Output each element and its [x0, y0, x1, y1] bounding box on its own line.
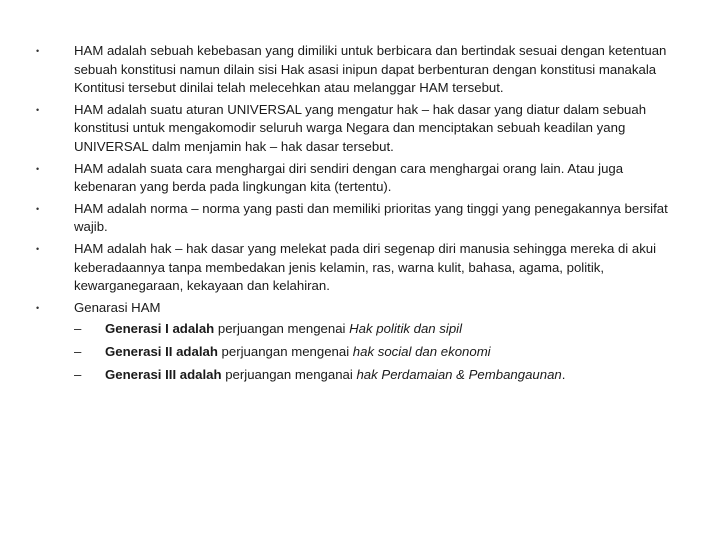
bullet-item: [36, 101, 686, 157]
generasi-bold: Generasi III adalah: [105, 366, 226, 382]
generasi-italic: Hak politik dan sipil: [349, 321, 463, 337]
generasi-item: [74, 320, 686, 339]
generasi-italic: hak Perdamaian & Pembangaunan: [356, 366, 562, 382]
bullet-dot-icon: •: [36, 302, 40, 313]
generasi-item: [74, 343, 686, 362]
bullet-text: HAM adalah sebuah kebebasan yang dimiliki untuk berbicara dan bertindak sesuai dengan ketentuan sebuah konstitusi namun dilain sisi Hak asasi inipun dapat berbenturan dengan konstitusi manakala Kontitusi tersebut dinilai telah melecehkan atau melanggar HAM tersebut.: [74, 43, 667, 96]
generasi-item: [74, 366, 686, 385]
bullet-text: HAM adalah suata cara menghargai diri sendiri dengan cara menghargai orang lain. Atau juga kebenaran yang berda pada lingkungan kita (tertentu).: [74, 160, 624, 195]
bullet-dot-icon: •: [36, 104, 40, 115]
slide-content: [36, 42, 686, 388]
bullet-text: HAM adalah hak – hak dasar yang melekat pada diri segenap diri manusia sehingga mereka di akui keberadaannya tanpa membedakan jenis kelamin, ras, warna kulit, bahasa, agama, politik, kewarganegaraan, kekayaan dan kelahiran.: [74, 240, 657, 294]
bullet-text: Genarasi HAM: [74, 299, 161, 315]
dash-icon: –: [74, 321, 82, 337]
dash-icon: –: [74, 366, 82, 382]
generasi-bold: Generasi II adalah: [105, 343, 222, 359]
generasi-bold: Generasi I adalah: [105, 321, 218, 337]
generasi-list: [74, 320, 686, 384]
bullet-dot-icon: •: [36, 46, 40, 56]
generasi-normal: perjuangan menganai: [225, 366, 357, 382]
generasi-tail: .: [561, 366, 566, 382]
bullet-item: [36, 42, 686, 98]
bullet-dot-icon: •: [36, 163, 40, 174]
bullet-item-generasi: [36, 299, 686, 384]
generasi-normal: perjuangan mengenai: [221, 343, 353, 359]
bullet-text: HAM adalah norma – norma yang pasti dan memiliki prioritas yang tinggi yang penegakannya bersifat wajib.: [74, 200, 668, 235]
bullet-item: [36, 160, 686, 197]
bullet-list: [36, 42, 686, 384]
bullet-item: [36, 200, 686, 237]
generasi-normal: perjuangan mengenai: [217, 321, 350, 337]
bullet-dot-icon: •: [36, 243, 40, 254]
bullet-item: [36, 240, 686, 296]
generasi-italic: hak social dan ekonomi: [352, 343, 491, 359]
bullet-dot-icon: •: [36, 203, 40, 214]
dash-icon: –: [74, 343, 82, 359]
bullet-text: HAM adalah suatu aturan UNIVERSAL yang mengatur hak – hak dasar yang diatur dalam sebuah konstitusi untuk mengakomodir seluruh warga Negara dan menciptakan sebuah keadilan yang UNIVERSAL dalm menjamin hak – hak dasar tersebut.: [74, 101, 647, 154]
